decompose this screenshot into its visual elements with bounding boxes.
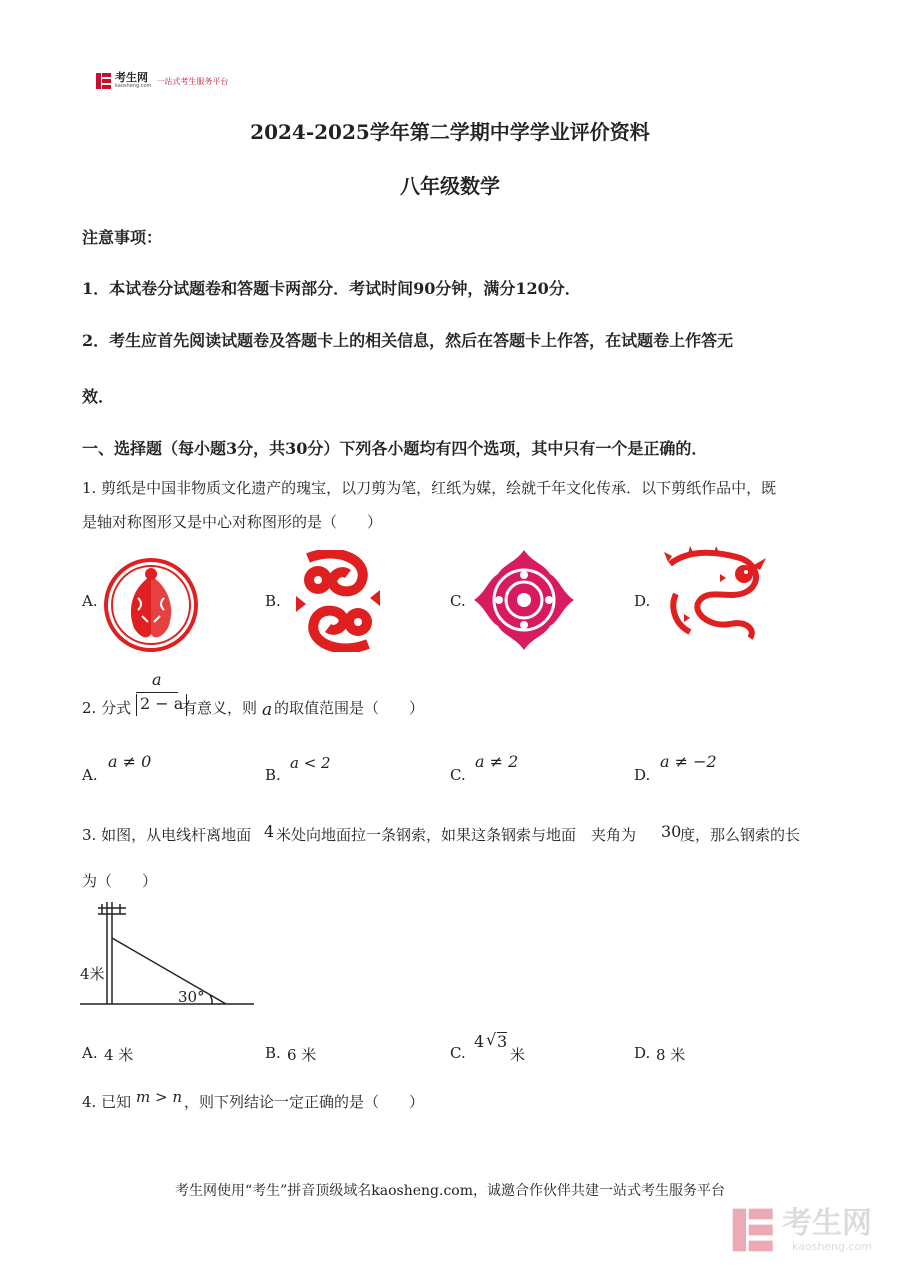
q2-label-d: D. <box>634 766 651 784</box>
watermark-domain: kaosheng.com <box>791 1239 872 1253</box>
q2-option-c: a ≠ 2 <box>475 752 519 771</box>
q3-text-line1a: 3. 如图，从电线杆离地面 <box>82 826 252 844</box>
q2-label-c: C. <box>450 766 466 784</box>
q2-prefix: 2. 分式 <box>82 699 132 717</box>
q3-option-b: 6 米 <box>287 1046 317 1064</box>
watermark <box>732 1206 872 1254</box>
q2-suffix: 的取值范围是（ ） <box>274 699 425 717</box>
papercut-dragon-image <box>660 544 770 644</box>
logo-name: 考生网 <box>115 71 148 84</box>
section-heading: 一、选择题（每小题3分，共30分）下列各小题均有四个选项，其中只有一个是正确的． <box>82 439 708 458</box>
notice-heading: 注意事项： <box>82 228 163 247</box>
q4-expr: m > n <box>136 1088 182 1106</box>
q2-var: a <box>262 700 273 720</box>
q2-option-a: a ≠ 0 <box>108 752 152 771</box>
q3-label-c: C. <box>450 1044 466 1062</box>
watermark-logo-icon <box>732 1206 776 1254</box>
q2-numerator: a <box>152 670 162 689</box>
logo-slogan: 一站式考生服务平台 <box>156 76 229 86</box>
q1-label-d: D. <box>634 592 651 610</box>
q2-option-b: a < 2 <box>290 754 331 772</box>
page-title: 2024-2025学年第二学期中学学业评价资料 <box>250 120 650 144</box>
q3-option-c-rad: 3 <box>497 1032 508 1051</box>
q4-prefix: 4. 已知 <box>82 1093 132 1111</box>
q3-option-c-unit: 米 <box>510 1046 526 1064</box>
q3-text-line2: 为（ ） <box>82 872 158 890</box>
papercut-flower-image <box>472 548 576 652</box>
q1-label-a: A. <box>82 592 98 610</box>
q3-text-line1c: 度，那么钢索的长 <box>680 826 801 844</box>
page-subtitle: 八年级数学 <box>400 174 500 198</box>
q3-option-a: 4 米 <box>104 1046 134 1064</box>
q3-num-30: 30 <box>661 822 682 841</box>
q1-text-line2: 是轴对称图形又是中心对称图形的是（ ） <box>82 513 383 531</box>
q3-fig-angle-label: 30° <box>178 988 205 1006</box>
kaosheng-logo-icon <box>96 72 112 90</box>
q2-denominator: 2 − a <box>140 694 184 713</box>
page-footer: 考生网使用“考生”拼音顶级域名kaosheng.com，诚邀合作伙伴共建一站式考生服务平台 <box>174 1183 726 1199</box>
q3-fig-height-label: 4米 <box>80 965 105 983</box>
papercut-fish-circle-image <box>104 558 198 652</box>
notice-item-2: 2．考生应首先阅读试题卷及答题卡上的相关信息，然后在答题卡上作答，在试题卷上作答无 <box>82 331 734 350</box>
notice-item-2-cont: 效． <box>82 387 115 406</box>
q3-option-c-coef: 4 <box>474 1032 485 1051</box>
notice-item-1: 1．本试卷分试题卷和答题卡两部分．考试时间90分钟，满分120分． <box>82 279 581 298</box>
q4-suffix: ，则下列结论一定正确的是（ ） <box>184 1093 425 1111</box>
q2-label-b: B. <box>265 766 281 784</box>
header-logo <box>96 72 228 90</box>
q2-denominator-abs <box>136 694 187 716</box>
q2-option-d: a ≠ −2 <box>660 752 717 771</box>
q2-middle: 有意义，则 <box>182 699 258 717</box>
q3-num-4: 4 <box>264 822 275 841</box>
q3-label-d: D. <box>634 1044 651 1062</box>
q3-text-line1b: 米处向地面拉一条钢索，如果这条钢索与地面 夹角为 <box>276 826 637 844</box>
q1-text-line1: 1. 剪纸是中国非物质文化遗产的瑰宝，以刀剪为笔，红纸为媒，绘就千年文化传承．以下剪纸作品中，既 <box>82 479 777 497</box>
q2-label-a: A. <box>82 766 98 784</box>
q2-fraction-bar <box>136 692 178 693</box>
watermark-name: 考生网 <box>782 1205 872 1241</box>
sqrt-icon: √ <box>486 1030 497 1049</box>
q3-option-d: 8 米 <box>656 1046 686 1064</box>
logo-domain: kaosheng.com <box>115 83 152 89</box>
q3-label-a: A. <box>82 1044 98 1062</box>
q1-label-b: B. <box>265 592 281 610</box>
q3-pole-figure <box>80 898 256 1010</box>
papercut-swirl-fish-image <box>288 550 388 652</box>
q1-label-c: C. <box>450 592 466 610</box>
q3-label-b: B. <box>265 1044 281 1062</box>
